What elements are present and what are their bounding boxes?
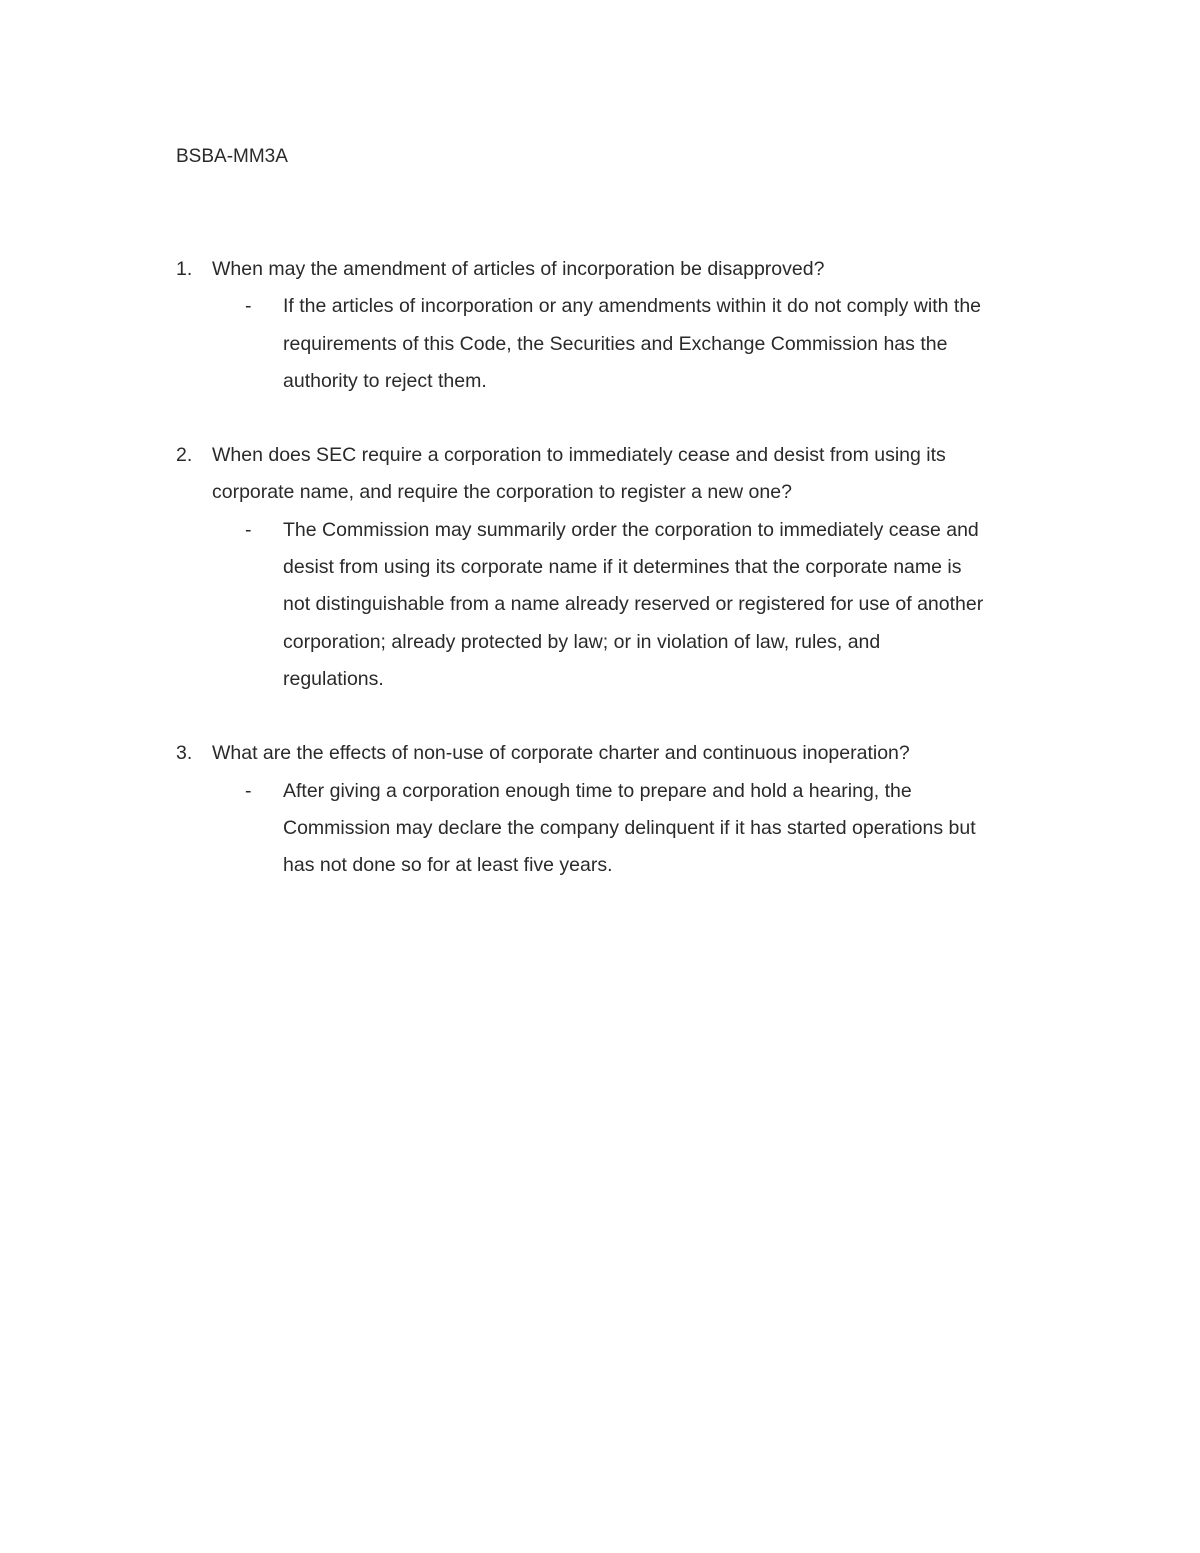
answer-dash: - [245,518,252,541]
question-item [176,437,1076,698]
answer-line: regulations. [283,667,384,690]
answer-line: Commission may declare the company delinquent if it has started operations but [283,816,976,839]
answer [212,512,1076,698]
question-item [176,251,1076,400]
question-text-line: corporate name, and require the corporation to register a new one? [212,481,792,504]
answer-line: corporation; already protected by law; or in violation of law, rules, and [283,630,881,653]
answer [212,288,1076,400]
question-text: When may the amendment of articles of incorporation be disapproved? [212,258,825,280]
question-item [176,735,1076,884]
answer-line: requirements of this Code, the Securities and Exchange Commission has the [283,332,948,355]
answer-dash: - [245,295,252,318]
answer-line: authority to reject them. [283,369,487,392]
question-text: What are the effects of non-use of corporate charter and continuous inoperation? [212,742,910,765]
answer-dash: - [245,779,252,802]
answer-line: desist from using its corporate name if it determines that the corporate name is [283,556,962,579]
answer-line: The Commission may summarily order the corporation to immediately cease and [283,518,979,541]
answer-line: After giving a corporation enough time to prepare and hold a hearing, the [283,779,912,802]
answer-line: has not done so for at least five years. [283,854,613,877]
section-code: BSBA-MM3A [176,146,288,167]
question-text-line: When does SEC require a corporation to immediately cease and desist from using its [212,444,946,467]
question-number: 2. [176,444,193,467]
answer-line: If the articles of incorporation or any amendments within it do not comply with the [283,295,982,318]
question-number: 1. [176,258,193,280]
question-list [176,251,1076,884]
answer [212,773,1076,885]
answer-line: not distinguishable from a name already reserved or registered for use of another [283,593,984,616]
question-number: 3. [176,742,193,765]
